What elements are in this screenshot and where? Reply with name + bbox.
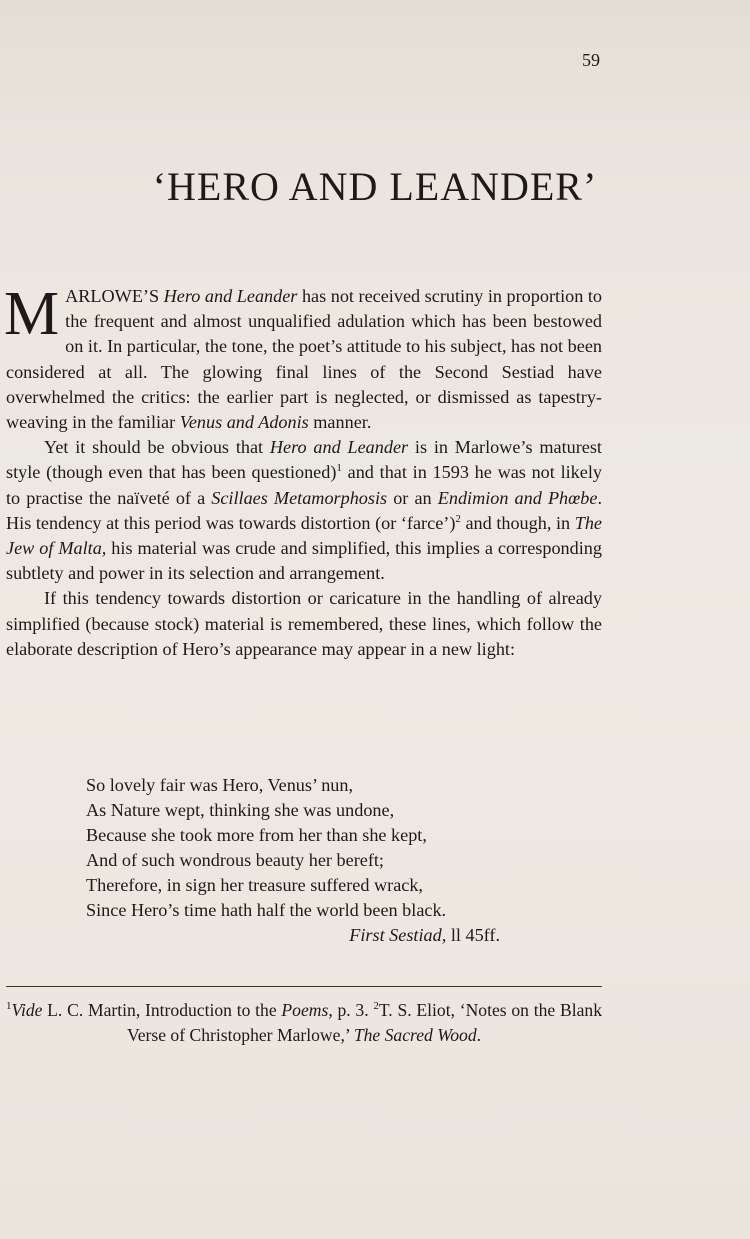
paragraph-2: Yet it should be obvious that Hero and Leander is in Marlowe’s maturest style (though even that has been questioned)$^1$ and that in 1593 he was not likely to practise the naïveté of a Scillaes Metamorphosis or an Endimion and Phœbe. His tendency at this period was towards distortion (or ‘farce’)$^2$ and though, in The Jew of Malta, his material was crude and simplified, this implies a corresponding subtlety and power in its selection and arrangement. <box>6 437 602 584</box>
work-title: The Jew of Malta, <box>6 512 602 559</box>
verse-line: Because she took more from her than she kept, <box>86 825 427 845</box>
footnote-mark-2: 2 <box>373 1000 379 1013</box>
work-title: The Sacred Wood <box>353 1025 477 1045</box>
verse-line: Since Hero’s time hath half the world been black. <box>86 900 447 920</box>
work-title: Hero and Leander <box>163 286 298 306</box>
verse-line: And of such wondrous beauty her bereft; <box>86 850 384 870</box>
verse-line: As Nature wept, thinking she was undone, <box>86 800 395 820</box>
drop-cap: M <box>4 280 60 348</box>
lead-in-caps: ARLOWE’S <box>65 286 160 306</box>
footnotes: $^1$Vide L. C. Martin, Introduction to the Poems, p. 3. $^2$T. S. Eliot, ‘Notes on the Blank Verse of Christopher Marlowe,’ The Sacred Wood. <box>6 1000 603 1045</box>
verse-quotation <box>86 773 556 948</box>
work-title: Venus and Adonis <box>179 412 309 433</box>
footnote-divider <box>6 986 602 987</box>
footnote-mark-1: 1 <box>6 1000 12 1013</box>
work-title: Endimion and Phœbe <box>437 487 598 508</box>
verse-line: So lovely fair was Hero, Venus’ nun, <box>86 775 354 795</box>
paragraph-1: MARLOWE’S Hero and Leander has not received scrutiny in proportion to the frequent and almost unqualified adulation which has been bestowed on it. In particular, the tone, the poet’s attitude to his subject, has not been considered at all. The glowing final lines of the Second Sestiad have overwhelmed the critics: the earlier part is neglected, or dismissed as tapestry-weaving in the familiar Venus and Adonis manner. <box>4 280 603 433</box>
footnote-ref-2: 2 <box>455 512 461 525</box>
work-title: Hero and Leander <box>269 437 409 458</box>
chapter-title: ‘HERO AND LEANDER’ <box>152 164 598 209</box>
body-text <box>4 280 603 662</box>
verse-citation: First Sestiad, ll 45ff. <box>349 925 500 945</box>
paragraph-3: If this tendency towards distortion or caricature in the handling of already simplified (because stock) material is remembered, these lines, which follow the elaborate description of Hero’s appearance may appear in a new light: <box>6 588 602 659</box>
work-title: Poems <box>281 1000 329 1020</box>
page-number: 59 <box>582 50 600 70</box>
work-title: Scillaes Metamorphosis <box>211 487 388 508</box>
verse-line: Therefore, in sign her treasure suffered wrack, <box>86 875 423 895</box>
footnote-ref-1: 1 <box>336 462 342 475</box>
